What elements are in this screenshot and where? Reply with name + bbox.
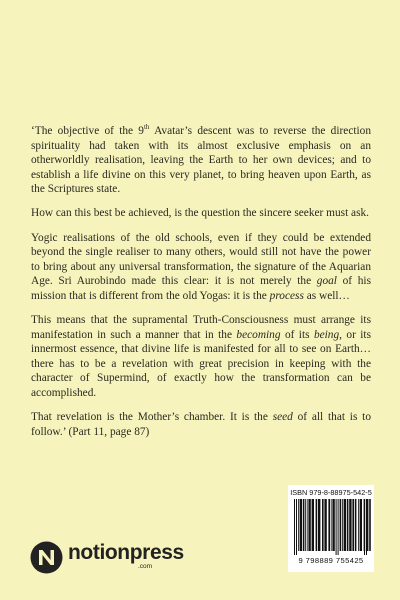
paragraph [31, 206, 371, 221]
back-cover-text [31, 124, 371, 449]
barcode-bar [352, 499, 354, 551]
paragraph [31, 313, 371, 401]
notionpress-n-logo-icon [30, 541, 63, 574]
barcode-bar [342, 499, 343, 551]
text-run: of its [280, 328, 314, 341]
barcode-bar [349, 499, 351, 551]
text-run: , or its innermost essence, that divine life is manifested for all to see on Earth… there has to be a revelation with great precision in keeping with the character of Supermind, of exactly how the transformation can be accomplished. [31, 328, 371, 399]
barcode-bar [328, 499, 330, 551]
publisher-logo [30, 541, 184, 575]
barcode-bar [369, 499, 371, 551]
text-run: This means that the supramental Truth-Consciousness must arrange its manifestation in such a manner that in the [31, 314, 371, 341]
paragraph [31, 231, 371, 304]
text-run: as well… [303, 289, 350, 302]
barcode-bar [307, 499, 308, 551]
paragraph [31, 124, 371, 197]
barcode-bar [312, 499, 314, 551]
barcode-bar [364, 499, 365, 555]
barcode-bar [300, 499, 302, 551]
isbn-label: ISBN 979-8-88975-542-5 [290, 488, 372, 497]
barcode-bar [298, 499, 299, 551]
text-run: of all that is to follow.’ (Part 11, page 87) [31, 411, 371, 438]
barcode-bar [338, 499, 339, 555]
emphasis: seed [272, 411, 293, 424]
emphasis: goal [316, 275, 337, 288]
barcode-bar [360, 499, 362, 551]
emphasis: becoming [236, 328, 281, 341]
barcode-bar [331, 499, 332, 551]
text-run: How can this best be achieved, is the question the sincere seeker must ask. [31, 207, 370, 220]
barcode-bar [366, 499, 367, 555]
publisher-suffix: .com [138, 563, 153, 570]
barcode-bar [294, 499, 295, 555]
text-run: ‘The objective of the 9 [31, 125, 144, 137]
barcode-bar [340, 499, 342, 551]
barcode-bar [324, 499, 326, 551]
barcode-bar [358, 499, 359, 551]
text-run: Yogic realisations of the old schools, even if they could be extended beyond the single realiser to many others, would still not have the power to bring about any universal transformation, the signature of the Aquarian Age. Sri Aurobindo made this clear: it is not merely the [31, 231, 371, 288]
publisher-name: notionpress [68, 541, 184, 564]
barcode-bar [347, 499, 349, 551]
barcode-bar [322, 499, 324, 551]
emphasis: process [269, 289, 304, 302]
barcode-bar [336, 499, 337, 555]
barcode-bar [296, 499, 297, 555]
barcode-bar [332, 499, 334, 551]
barcode-bar [303, 499, 305, 551]
isbn-barcode [288, 485, 374, 572]
barcode-bar [308, 499, 310, 551]
barcode-bar [318, 499, 320, 551]
barcode-bar [316, 499, 318, 551]
superscript: th [143, 123, 150, 132]
barcode-bar [344, 499, 346, 551]
barcode-bar [305, 499, 306, 551]
text-run: of his mission that is different from the old Yogas: it is the [31, 275, 371, 302]
barcode-bar [355, 499, 357, 551]
paragraph [31, 410, 371, 439]
emphasis: being [313, 328, 340, 341]
text-run: That revelation is the Mother’s chamber. It is the [31, 411, 273, 424]
text-run: Avatar’s descent was to reverse the direction spirituality had taken with its almost exclusive emphasis on an otherworldly realisation, leaving the Earth to her own devices; and to establish a life divine on this very planet, to bring heaven upon Earth, as the Scriptures state. [31, 125, 371, 196]
barcode-bars [288, 499, 374, 555]
barcode-digits: 9 798889 755425 [298, 556, 364, 565]
